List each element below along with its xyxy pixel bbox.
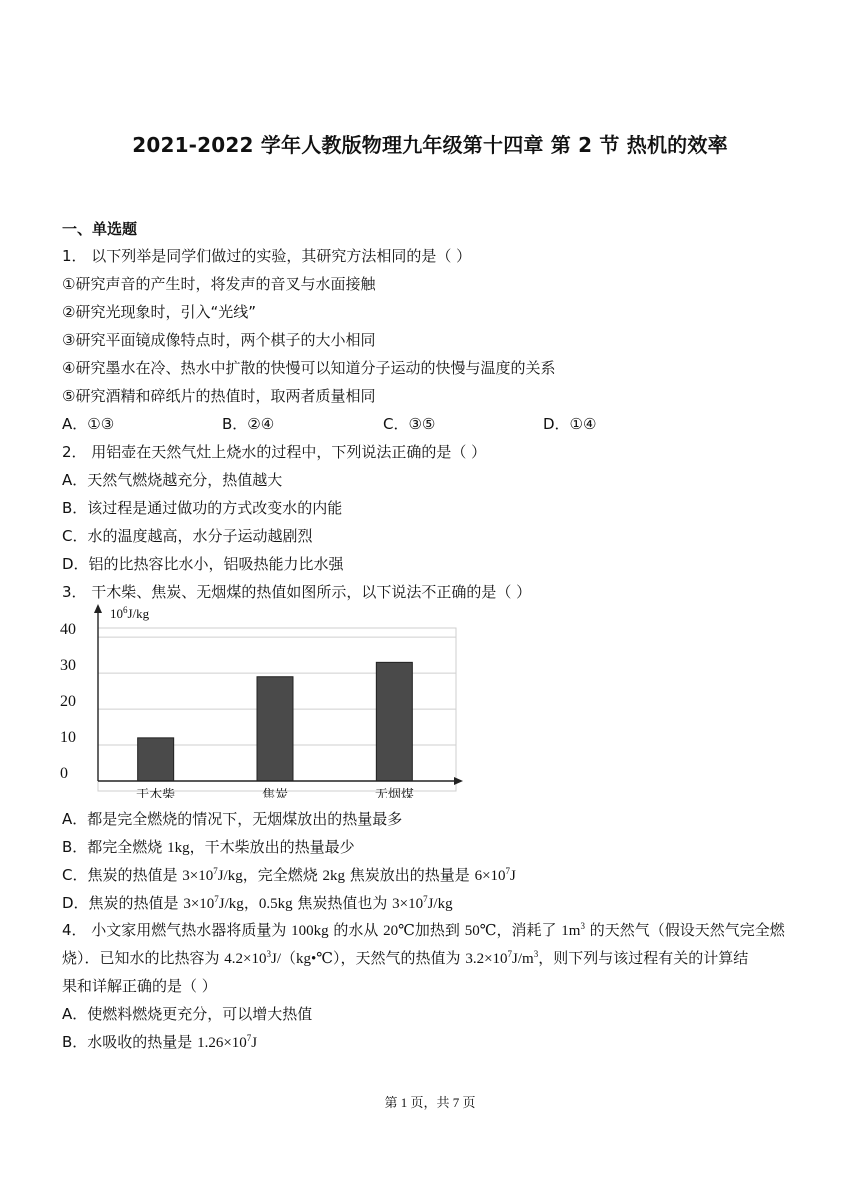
q3-option-d[interactable]: D．焦炭的热值是 $3\times 10^7J/kg$，0.5kg 焦炭热值也为 $3\times 10^7J/kg$ xyxy=(62,894,453,912)
q4-option-a[interactable]: A．使燃料燃烧更充分，可以增大热值 xyxy=(62,1005,313,1023)
x-axis-arrow xyxy=(454,777,463,785)
q2-option-a[interactable]: A．天然气燃烧越充分，热值越大 xyxy=(62,471,283,489)
heat-value-bar-chart xyxy=(58,600,468,802)
q2-option-b[interactable]: B．该过程是通过做功的方式改变水的内能 xyxy=(62,499,343,517)
x-tick-label: 干木柴 xyxy=(136,787,176,798)
y-axis-label: $10^6J/kg$ xyxy=(110,605,150,621)
section-heading: 一、单选题 xyxy=(62,220,138,238)
q3-option-a[interactable]: A．都是完全燃烧的情况下，无烟煤放出的热量最多 xyxy=(62,810,403,828)
bar xyxy=(376,662,412,781)
q3-stem: 3． 干木柴、焦炭、无烟煤的热值如图所示，以下说法不正确的是（ ） xyxy=(62,583,532,601)
q3-option-c[interactable]: C．焦炭的热值是 $3\times 10^7J/kg$，完全燃烧 2kg 焦炭放出的热量是 $6\times 10^7J$ xyxy=(62,866,516,884)
q2-option-c[interactable]: C．水的温度越高，水分子运动越剧烈 xyxy=(62,527,313,545)
page-footer: 第 1 页，共 7 页 xyxy=(384,1095,476,1110)
x-tick-labels xyxy=(136,787,414,798)
y-tick-labels xyxy=(60,621,76,782)
q1-item-3: ③研究平面镜成像特点时，两个棋子的大小相同 xyxy=(62,331,376,349)
x-tick-label: 无烟煤 xyxy=(374,787,414,798)
x-tick-label: 焦炭 xyxy=(261,787,289,798)
y-tick-label: 10 xyxy=(60,729,76,747)
q1-item-5: ⑤研究酒精和碎纸片的热值时，取两者质量相同 xyxy=(62,387,376,405)
y-axis-arrow xyxy=(94,604,102,613)
y-tick-label: 0 xyxy=(60,765,68,782)
q3-option-b[interactable]: B．都完全燃烧 1kg，干木柴放出的热量最少 xyxy=(62,838,355,856)
chart-bars xyxy=(138,662,413,781)
q1-option-a[interactable]: A．①③ xyxy=(62,415,115,433)
q1-item-4: ④研究墨水在冷、热水中扩散的快慢可以知道分子运动的快慢与温度的关系 xyxy=(62,359,556,377)
q1-item-1: ①研究声音的产生时，将发声的音叉与水面接触 xyxy=(62,275,376,293)
q4-stem-line-1: 4． 小文家用燃气热水器将质量为 100kg 的水从 20℃加热到 50℃，消耗了 $1m^3$ 的天然气（假设天然气完全燃 xyxy=(62,921,785,939)
q4-stem-line-3: 果和详解正确的是（ ） xyxy=(62,977,217,995)
q4-option-b[interactable]: B．水吸收的热量是 $1.26\times 10^7J$ xyxy=(62,1033,258,1051)
chart-svg xyxy=(58,600,468,798)
y-tick-label: 30 xyxy=(60,657,76,675)
y-tick-label: 40 xyxy=(60,621,76,639)
page-title: 2021-2022 学年人教版物理九年级第十四章 第 2 节 热机的效率 xyxy=(132,133,728,157)
q1-item-2: ②研究光现象时，引入“光线” xyxy=(62,303,256,321)
bar xyxy=(138,738,174,781)
q2-option-d[interactable]: D．铝的比热容比水小，铝吸热能力比水强 xyxy=(62,555,344,573)
q4-stem-line-2: 烧）．已知水的比热容为 $4.2\times 10^3J/(kg•℃)$，天然气的热值为 $3.2\times 10^7J/m^3$，则下列与该过程有关的计算结 xyxy=(62,949,749,967)
q2-stem: 2． 用铝壶在天然气灶上烧水的过程中，下列说法正确的是（ ） xyxy=(62,443,487,461)
y-tick-label: 20 xyxy=(60,693,76,711)
q1-option-c[interactable]: C．③⑤ xyxy=(383,415,436,433)
bar xyxy=(257,677,293,781)
q1-stem: 1． 以下列举是同学们做过的实验，其研究方法相同的是（ ） xyxy=(62,247,472,265)
q1-option-d[interactable]: D．①④ xyxy=(543,415,597,433)
q1-option-b[interactable]: B．②④ xyxy=(222,415,275,433)
